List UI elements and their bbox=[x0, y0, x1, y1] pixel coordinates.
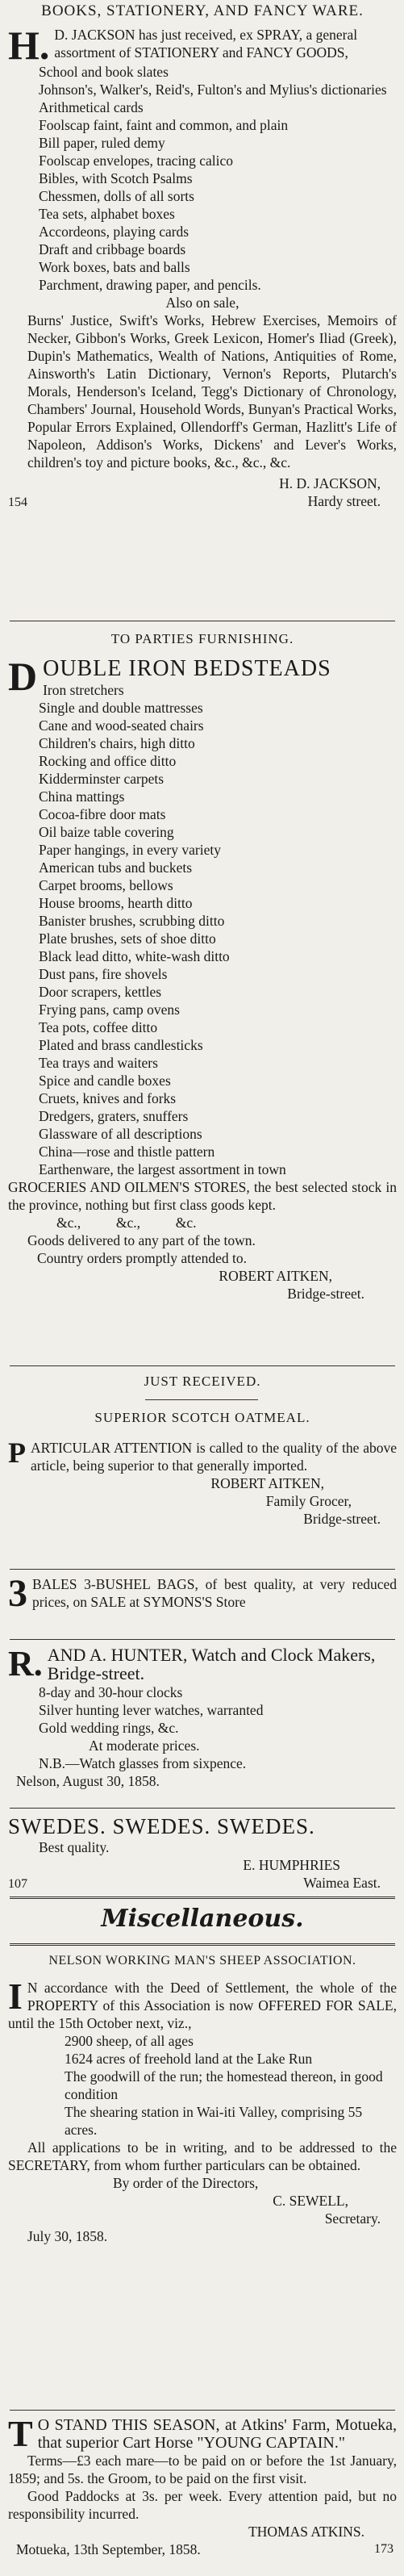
oatmeal-lead: P ARTICULAR ATTENTION is called to the quality of the above article, being superior to that generally imported. bbox=[8, 1436, 397, 1474]
list-item: Earthenware, the largest assortment in town bbox=[39, 1161, 286, 1177]
list-item: Silver hunting lever watches, warranted bbox=[39, 1702, 264, 1718]
oatmeal-signature: ROBERT AITKEN, bbox=[210, 1475, 324, 1491]
list-item: China—rose and thistle pattern bbox=[39, 1144, 215, 1160]
list-item: Rocking and office ditto bbox=[39, 753, 177, 769]
swedes-signature: E. HUMPHRIES bbox=[243, 1857, 340, 1873]
list-item: China mattings bbox=[39, 788, 125, 805]
sheep-item-list bbox=[8, 2032, 397, 2139]
hunter-prices: At moderate prices. bbox=[89, 1738, 200, 1754]
list-item: American tubs and buckets bbox=[39, 859, 193, 876]
swedes-ad bbox=[8, 1814, 397, 1893]
oatmeal-subheader: SUPERIOR SCOTCH OATMEAL. bbox=[94, 1410, 310, 1425]
list-item: Single and double mattresses bbox=[39, 700, 203, 716]
list-item: Bibles, with Scotch Psalms bbox=[39, 170, 193, 186]
jackson-signature: H. D. JACKSON, bbox=[279, 475, 381, 491]
aitken-lead: D OUBLE IRON BEDSTEADS bbox=[8, 654, 331, 699]
swedes-address: Waimea East. bbox=[303, 1875, 381, 1891]
miscellaneous-heading: Miscellaneous. bbox=[101, 1905, 304, 1933]
sheep-dropcap: I bbox=[8, 1976, 23, 2017]
oatmeal-address: Bridge-street. bbox=[303, 1511, 381, 1527]
list-item: Draft and cribbage boards bbox=[39, 241, 186, 257]
captain-signature: THOMAS ATKINS. bbox=[248, 2524, 364, 2540]
divider bbox=[10, 1808, 395, 1809]
list-item: Door scrapers, kettles bbox=[39, 984, 162, 1000]
captain-dropcap: T bbox=[8, 2413, 33, 2454]
list-item: 1624 acres of freehold land at the Lake Run bbox=[65, 2051, 313, 2067]
symons-lead: 3 BALES 3-BUSHEL BAGS, of best quality, at very reduced prices, on SALE at SYMONS'S Store bbox=[8, 1572, 397, 1615]
oatmeal-ad bbox=[8, 1372, 397, 1528]
aitken-etc: &c., &c., &c. bbox=[56, 1215, 197, 1231]
aitken-delivery: Goods delivered to any part of the town. bbox=[27, 1232, 256, 1248]
list-item: Plated and brass candlesticks bbox=[39, 1037, 203, 1053]
list-item: Cocoa-fibre door mats bbox=[39, 806, 166, 822]
list-item: School and book slates bbox=[39, 64, 169, 80]
list-item: Cane and wood-seated chairs bbox=[39, 717, 204, 734]
swedes-quality: Best quality. bbox=[39, 1839, 110, 1855]
oatmeal-role: Family Grocer, bbox=[265, 1493, 352, 1509]
sheep-applications: All applications to be in writing, and to be addressed to the SECRETARY, from whom further particulars can be obtained. bbox=[8, 2139, 397, 2173]
hunter-nb: N.B.—Watch glasses from sixpence. bbox=[39, 1755, 247, 1771]
ad-number: 107 bbox=[8, 1877, 27, 1891]
list-item: Dredgers, graters, snuffers bbox=[39, 1108, 189, 1124]
sheep-order: By order of the Directors, bbox=[113, 2175, 259, 2191]
list-item: Kidderminster carpets bbox=[39, 771, 165, 787]
hunter-lead: R. AND A. HUNTER, Watch and Clock Makers, Bridge-street. bbox=[8, 1644, 376, 1683]
oatmeal-dropcap: P bbox=[8, 1436, 26, 1469]
list-item: Paper hangings, in every variety bbox=[39, 842, 221, 858]
hunter-dropcap: R. bbox=[8, 1644, 43, 1683]
jackson-also: Also on sale, bbox=[165, 295, 239, 311]
divider bbox=[10, 1569, 395, 1570]
jackson-lead: H. D. JACKSON has just received, ex SPRAY, a general assortment of STATIONERY and FANCY GOODS, bbox=[8, 23, 358, 68]
aitken-signature: ROBERT AITKEN, bbox=[219, 1268, 332, 1284]
sheep-date: July 30, 1858. bbox=[27, 2228, 108, 2244]
list-item: Gold wedding rings, &c. bbox=[39, 1720, 179, 1736]
list-item: The goodwill of the run; the homestead thereon, in good condition bbox=[65, 2068, 383, 2102]
list-item: Dust pans, fire shovels bbox=[39, 966, 168, 982]
aitken-ad bbox=[8, 629, 397, 1303]
sheep-role: Secretary. bbox=[324, 2210, 381, 2227]
list-item: Arithmetical cards bbox=[39, 99, 144, 115]
list-item: Work boxes, bats and balls bbox=[39, 259, 190, 275]
section-heading bbox=[8, 1905, 397, 1933]
sheep-ad bbox=[8, 1951, 397, 2245]
list-item: Spice and candle boxes bbox=[39, 1073, 171, 1089]
hunter-ad bbox=[8, 1646, 397, 1790]
list-item: Cruets, knives and forks bbox=[39, 1090, 177, 1106]
jackson-header: BOOKS, STATIONERY, AND FANCY WARE. bbox=[41, 2, 364, 19]
list-item: 2900 sheep, of all ages bbox=[65, 2033, 194, 2049]
list-item: Black lead ditto, white-wash ditto bbox=[39, 948, 230, 964]
short-rule bbox=[145, 1399, 258, 1400]
list-item: The shearing station in Wai-iti Valley, comprising 55 acres. bbox=[65, 2104, 363, 2138]
swedes-lead: SWEDES. SWEDES. SWEDES. bbox=[8, 1814, 315, 1838]
list-item: Tea trays and waiters bbox=[39, 1055, 158, 1071]
list-item: Iron stretchers bbox=[43, 682, 124, 698]
captain-terms: Terms—£3 each mare—to be paid on or before the 1st January, 1859; and 5s. the Groom, to be paid on the first visit. bbox=[8, 2453, 397, 2486]
divider bbox=[10, 1639, 395, 1640]
captain-lead: T O STAND THIS SEASON, at Atkins' Farm, Motueka, that superior Cart Horse "YOUNG CAPTAIN." bbox=[8, 2413, 397, 2454]
list-item: House brooms, hearth ditto bbox=[39, 895, 193, 911]
ad-number: 173 bbox=[374, 2542, 394, 2556]
list-item: Banister brushes, scrubbing ditto bbox=[39, 913, 225, 929]
list-item: Parchment, drawing paper, and pencils. bbox=[39, 277, 261, 293]
jackson-address: Hardy street. bbox=[307, 493, 381, 509]
ad-number: 154 bbox=[8, 496, 27, 509]
list-item: 8-day and 30-hour clocks bbox=[39, 1684, 183, 1700]
symons-dropcap: 3 bbox=[8, 1572, 27, 1615]
divider bbox=[10, 2410, 395, 2411]
list-item: Bill paper, ruled demy bbox=[39, 135, 165, 151]
list-item: Glassware of all descriptions bbox=[39, 1126, 202, 1142]
divider bbox=[10, 1896, 395, 1899]
jackson-books: Burns' Justice, Swift's Works, Hebrew Exercises, Memoirs of Necker, Gibbon's Works, Greek Lexicon, Homer's Iliad (Greek), Dupin's Mathematics, Wealth of Nations, Antiquities of Rome, Ainsworth's Latin Dictionary, Vernon's Reports, Plutarch's Morals, Henderson's Iceland, Tegg's Dictionary of Chronology, Chambers' Journal, Household Words, Bunyan's Practical Works, Popular Errors Explained, Ollendorff's German, Hazlitt's Life of Napoleon, Addison's Works, Dickens' and Lever's Works, children's toy and picture books, &c., &c., &c. bbox=[27, 312, 397, 470]
hunter-date: Nelson, August 30, 1858. bbox=[16, 1773, 160, 1789]
sheep-lead: I N accordance with the Deed of Settlement, the whole of the PROPERTY of this Association is now OFFERED FOR SALE, until the 15th October next, viz., bbox=[8, 1976, 397, 2031]
list-item: Accordeons, playing cards bbox=[39, 224, 190, 240]
jackson-footer bbox=[8, 492, 397, 512]
list-item: Frying pans, camp ovens bbox=[39, 1002, 180, 1018]
aitken-address: Bridge-street. bbox=[287, 1286, 364, 1302]
list-item: Plate brushes, sets of shoe ditto bbox=[39, 930, 216, 947]
list-item: Johnson's, Walker's, Reid's, Fulton's and Mylius's dictionaries bbox=[39, 82, 387, 98]
list-item: Foolscap envelopes, tracing calico bbox=[39, 153, 234, 169]
list-item: Tea pots, coffee ditto bbox=[39, 1019, 158, 1035]
hunter-item-list bbox=[8, 1683, 397, 1737]
jackson-ad bbox=[8, 2, 397, 512]
captain-footer bbox=[8, 2540, 397, 2558]
list-item: Children's chairs, high ditto bbox=[39, 735, 195, 751]
sheep-signature: C. SEWELL, bbox=[273, 2193, 348, 2209]
aitken-country: Country orders promptly attended to. bbox=[37, 1250, 248, 1266]
list-item: Tea sets, alphabet boxes bbox=[39, 206, 175, 222]
aitken-header: TO PARTIES FURNISHING. bbox=[110, 631, 294, 646]
list-item: Oil baize table covering bbox=[39, 824, 174, 840]
list-item: Foolscap faint, faint and common, and plain bbox=[39, 117, 289, 133]
aitken-item-list bbox=[8, 681, 397, 1178]
list-item: Chessmen, dolls of all sorts bbox=[39, 188, 194, 204]
jackson-dropcap: H. bbox=[8, 23, 50, 68]
list-item: Carpet brooms, bellows bbox=[39, 877, 173, 893]
aitken-dropcap: D bbox=[8, 654, 39, 699]
captain-date: Motueka, 13th September, 1858. bbox=[16, 2541, 201, 2557]
captain-paddocks: Good Paddocks at 3s. per week. Every attention paid, but no responsibility incurred. bbox=[8, 2488, 397, 2522]
captain-ad bbox=[8, 2413, 397, 2558]
oatmeal-header: JUST RECEIVED. bbox=[144, 1374, 261, 1389]
divider bbox=[10, 1943, 395, 1946]
symons-ad bbox=[8, 1572, 397, 1615]
sheep-header: NELSON WORKING MAN'S SHEEP ASSOCIATION. bbox=[48, 1954, 356, 1968]
swedes-footer bbox=[8, 1874, 397, 1893]
jackson-item-list bbox=[8, 63, 397, 294]
divider bbox=[10, 1365, 395, 1366]
aitken-groceries: GROCERIES AND OILMEN'S STORES, the best selected stock in the province, nothing but first class goods kept. bbox=[8, 1179, 397, 1213]
